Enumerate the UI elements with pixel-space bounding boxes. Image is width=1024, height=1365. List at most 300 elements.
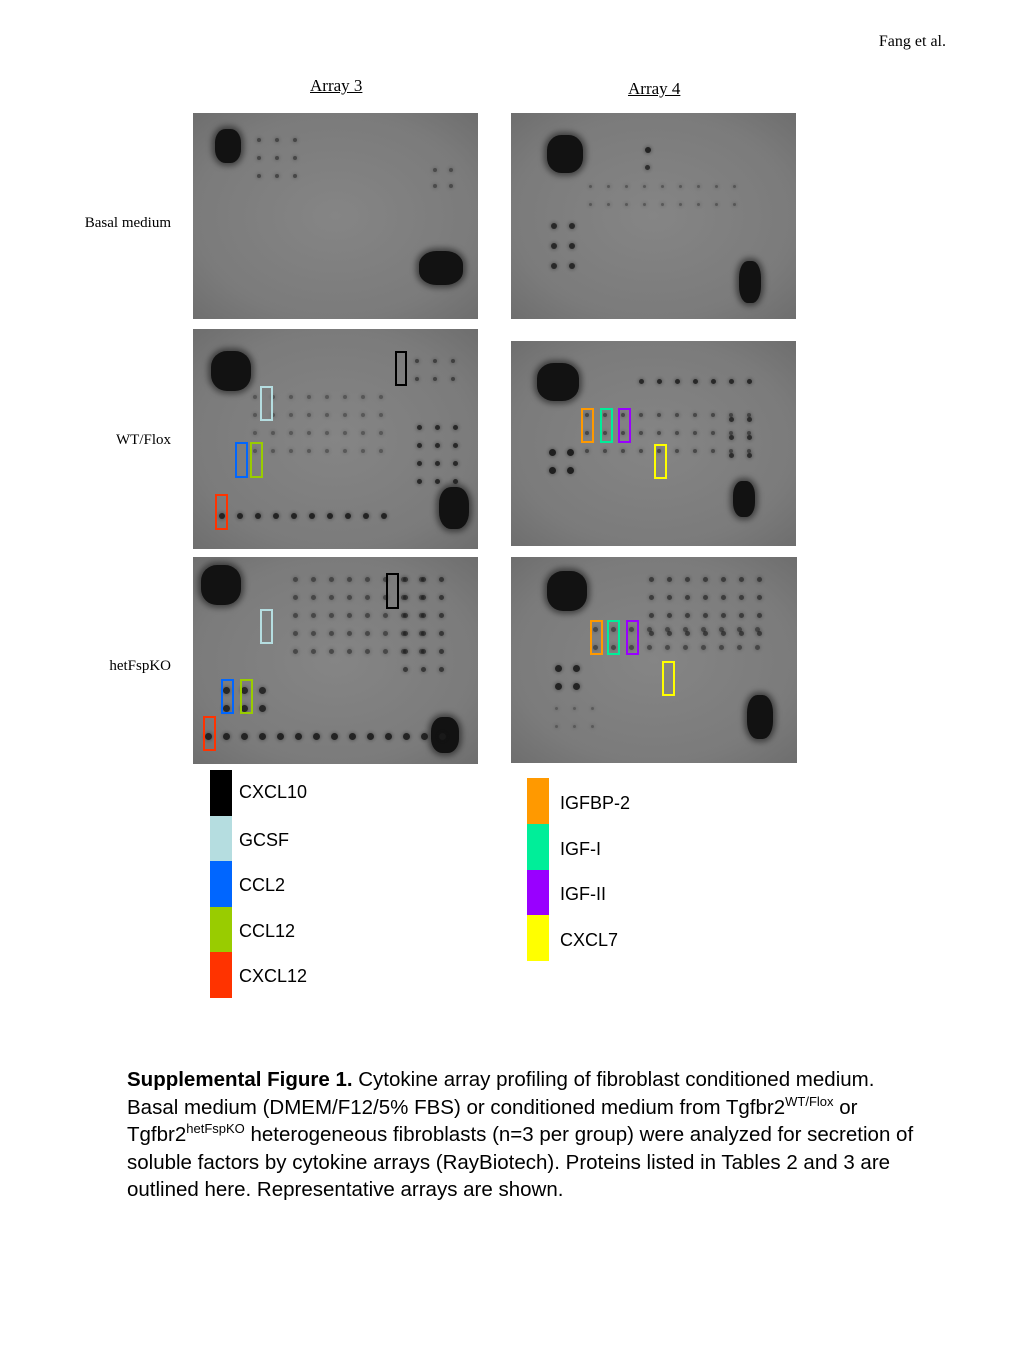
array-spot — [325, 431, 329, 435]
legend-label-ccl2: CCL2 — [239, 875, 286, 895]
array-spot — [345, 513, 351, 519]
array-spot — [693, 413, 697, 417]
caption-sup-2: hetFspKO — [186, 1121, 245, 1136]
array-spot — [639, 449, 643, 453]
array-spot — [259, 705, 266, 712]
reference-spot-blob — [547, 571, 587, 611]
gcsf-outline — [260, 609, 273, 644]
array-spot — [719, 627, 724, 632]
array-spot — [237, 513, 243, 519]
array-3-basal-blot — [193, 113, 478, 319]
array-spot — [275, 138, 279, 142]
array-spot — [329, 577, 334, 582]
array-spot — [329, 631, 334, 636]
array-spot — [273, 513, 279, 519]
array-spot — [275, 174, 279, 178]
array-spot — [729, 435, 734, 440]
array-spot — [733, 185, 736, 188]
array-spot — [693, 449, 697, 453]
array-spot — [223, 733, 230, 740]
array-spot — [327, 513, 333, 519]
array-spot — [379, 395, 383, 399]
array-spot — [607, 185, 610, 188]
array-spot — [721, 577, 726, 582]
legend-swatch-igf2 — [527, 870, 549, 916]
legend-swatch-gcsf — [210, 816, 232, 862]
array-spot — [733, 203, 736, 206]
array-spot — [649, 613, 654, 618]
array-spot — [293, 613, 298, 618]
array-spot — [385, 733, 392, 740]
array-spot — [253, 395, 257, 399]
array-spot — [589, 203, 592, 206]
array-spot — [747, 417, 752, 422]
array-spot — [719, 645, 724, 650]
figure-caption — [127, 1066, 927, 1204]
array-spot — [433, 377, 437, 381]
array-spot — [697, 203, 700, 206]
array-spot — [549, 449, 556, 456]
array-spot — [711, 431, 715, 435]
array-spot — [331, 733, 338, 740]
array-spot — [555, 683, 562, 690]
array-spot — [253, 431, 257, 435]
array-spot — [435, 461, 440, 466]
array-spot — [737, 627, 742, 632]
array-spot — [361, 449, 365, 453]
caption-text-2: or Tgfbr2 — [127, 1095, 858, 1146]
ccl2-outline — [221, 679, 234, 714]
array-spot — [417, 461, 422, 466]
array-spot — [433, 359, 437, 363]
legend-label-igf2: IGF-II — [560, 884, 606, 904]
array-spot — [667, 595, 672, 600]
array-spot — [667, 577, 672, 582]
ccl12-outline — [240, 679, 253, 714]
array-3-hetfspko-blot — [193, 557, 478, 764]
array-spot — [311, 649, 316, 654]
igfbp2-outline — [581, 408, 594, 443]
array-spot — [403, 613, 408, 618]
array-3-title: Array 3 — [310, 76, 363, 95]
array-spot — [549, 467, 556, 474]
gcsf-outline — [260, 386, 273, 421]
array-spot — [683, 627, 688, 632]
array-spot — [711, 379, 716, 384]
array-spot — [555, 665, 562, 672]
array-spot — [311, 577, 316, 582]
array-spot — [403, 649, 408, 654]
array-spot — [347, 595, 352, 600]
array-spot — [747, 453, 752, 458]
array-spot — [729, 417, 734, 422]
array-spot — [295, 733, 302, 740]
array-spot — [343, 413, 347, 417]
array-spot — [253, 413, 257, 417]
array-spot — [453, 443, 458, 448]
array-spot — [703, 577, 708, 582]
array-spot — [715, 185, 718, 188]
array-spot — [755, 627, 760, 632]
array-spot — [555, 707, 558, 710]
array-3-wtflox-blot — [193, 329, 478, 549]
array-spot — [271, 431, 275, 435]
array-spot — [365, 631, 370, 636]
ccl2-outline — [235, 442, 248, 478]
array-spot — [451, 377, 455, 381]
array-spot — [439, 733, 446, 740]
array-spot — [307, 413, 311, 417]
array-spot — [693, 431, 697, 435]
array-spot — [589, 185, 592, 188]
array-spot — [573, 683, 580, 690]
array-spot — [421, 733, 428, 740]
array-spot — [325, 395, 329, 399]
array-spot — [679, 203, 682, 206]
array-spot — [591, 707, 594, 710]
array-spot — [259, 687, 266, 694]
array-spot — [435, 479, 440, 484]
array-spot — [379, 449, 383, 453]
array-spot — [257, 156, 261, 160]
array-spot — [403, 595, 408, 600]
array-spot — [645, 165, 650, 170]
array-spot — [739, 577, 744, 582]
array-spot — [729, 453, 734, 458]
array-spot — [367, 733, 374, 740]
array-spot — [449, 184, 453, 188]
array-spot — [325, 413, 329, 417]
array-spot — [639, 413, 643, 417]
reference-spot-blob — [215, 129, 241, 163]
array-spot — [291, 513, 297, 519]
reference-spot-blob — [201, 565, 241, 605]
caption-text-1: Cytokine array profiling of fibroblast conditioned medium. Basal medium (DMEM/F12/5% FBS) or conditioned medium from Tgfbr2 — [127, 1068, 875, 1119]
array-spot — [679, 185, 682, 188]
cxcl10-outline — [395, 351, 407, 386]
array-spot — [661, 185, 664, 188]
array-spot — [657, 431, 661, 435]
array-spot — [289, 413, 293, 417]
array-spot — [415, 377, 419, 381]
array-spot — [289, 431, 293, 435]
array-spot — [289, 395, 293, 399]
array-spot — [379, 413, 383, 417]
array-spot — [453, 461, 458, 466]
array-spot — [439, 667, 444, 672]
array-spot — [403, 733, 410, 740]
array-spot — [343, 431, 347, 435]
array-spot — [755, 645, 760, 650]
array-spot — [657, 413, 661, 417]
legend-swatch-igfbp2 — [527, 778, 549, 824]
array-spot — [747, 379, 752, 384]
array-spot — [329, 595, 334, 600]
array-4-title: Array 4 — [628, 79, 681, 98]
legend-label-cxcl12: CXCL12 — [239, 966, 308, 986]
array-spot — [365, 577, 370, 582]
array-spot — [675, 449, 679, 453]
array-spot — [347, 649, 352, 654]
array-spot — [573, 707, 576, 710]
array-spot — [421, 577, 426, 582]
array-spot — [453, 479, 458, 484]
array-spot — [739, 595, 744, 600]
array-spot — [675, 379, 680, 384]
array-spot — [573, 665, 580, 672]
array-spot — [417, 425, 422, 430]
caption-text-3: heterogeneous fibroblasts (n=3 per group) were analyzed for secretion of soluble factors by cytokine arrays (RayBiotech). Proteins listed in Tables 2 and 3 are outlined here. Representative arrays are shown. — [127, 1123, 914, 1201]
array-spot — [451, 359, 455, 363]
array-spot — [607, 203, 610, 206]
array-spot — [403, 667, 408, 672]
array-spot — [417, 479, 422, 484]
reference-spot-blob — [419, 251, 463, 285]
array-spot — [693, 379, 698, 384]
array-spot — [697, 185, 700, 188]
cxcl7-outline — [654, 444, 667, 479]
array-spot — [329, 613, 334, 618]
legend-swatch-ccl2 — [210, 861, 232, 907]
legend-label-ccl12: CCL12 — [239, 921, 296, 941]
array-spot — [365, 649, 370, 654]
array-spot — [293, 174, 297, 178]
cxcl12-outline — [215, 494, 228, 530]
array-spot — [311, 613, 316, 618]
reference-spot-blob — [547, 135, 583, 173]
array-spot — [361, 395, 365, 399]
array-spot — [349, 733, 356, 740]
array-spot — [569, 263, 575, 269]
array-spot — [271, 449, 275, 453]
array-spot — [415, 359, 419, 363]
array-spot — [313, 733, 320, 740]
array-spot — [757, 577, 762, 582]
array-spot — [721, 595, 726, 600]
array-spot — [275, 156, 279, 160]
array-spot — [747, 435, 752, 440]
array-spot — [439, 577, 444, 582]
caption-title: Supplemental Figure 1. — [127, 1068, 353, 1091]
igf1-outline — [600, 408, 613, 443]
array-spot — [383, 631, 388, 636]
array-spot — [309, 513, 315, 519]
array-spot — [703, 613, 708, 618]
legend-swatch-cxcl10 — [210, 770, 232, 816]
array-spot — [361, 431, 365, 435]
array-spot — [675, 413, 679, 417]
array-spot — [307, 395, 311, 399]
legend-swatch-ccl12 — [210, 907, 232, 953]
array-spot — [645, 147, 651, 153]
legend-swatch-cxcl12 — [210, 952, 232, 998]
array-spot — [569, 243, 575, 249]
array-spot — [365, 613, 370, 618]
array-spot — [293, 631, 298, 636]
array-spot — [347, 613, 352, 618]
array-spot — [439, 631, 444, 636]
array-spot — [649, 595, 654, 600]
array-spot — [551, 263, 557, 269]
array-spot — [665, 627, 670, 632]
array-spot — [711, 413, 715, 417]
legend-label-igfbp2: IGFBP-2 — [560, 793, 631, 813]
array-spot — [379, 431, 383, 435]
array-spot — [439, 649, 444, 654]
array-spot — [643, 185, 646, 188]
igfbp2-outline — [590, 620, 603, 655]
array-spot — [685, 577, 690, 582]
array-spot — [453, 425, 458, 430]
array-spot — [685, 595, 690, 600]
array-spot — [643, 203, 646, 206]
array-spot — [403, 631, 408, 636]
array-spot — [293, 577, 298, 582]
caption-sup-1: WT/Flox — [785, 1093, 834, 1109]
array-spot — [293, 595, 298, 600]
array-spot — [365, 595, 370, 600]
array-spot — [667, 613, 672, 618]
reference-spot-blob — [211, 351, 251, 391]
array-spot — [381, 513, 387, 519]
array-spot — [639, 431, 643, 435]
reference-spot-blob — [537, 363, 579, 401]
array-spot — [383, 613, 388, 618]
array-spot — [569, 223, 575, 229]
cxcl7-outline — [662, 661, 675, 696]
array-spot — [567, 467, 574, 474]
array-spot — [383, 649, 388, 654]
ccl12-outline — [250, 442, 263, 478]
array-spot — [647, 627, 652, 632]
array-spot — [293, 649, 298, 654]
reference-spot-blob — [733, 481, 755, 517]
igf2-outline — [618, 408, 631, 443]
array-spot — [347, 631, 352, 636]
array-spot — [757, 613, 762, 618]
array-spot — [675, 431, 679, 435]
array-spot — [329, 649, 334, 654]
array-spot — [757, 595, 762, 600]
array-spot — [555, 725, 558, 728]
reference-spot-blob — [439, 487, 469, 529]
array-spot — [325, 449, 329, 453]
array-spot — [625, 203, 628, 206]
array-spot — [567, 449, 574, 456]
igf2-outline — [626, 620, 639, 655]
legend-label-cxcl10: CXCL10 — [239, 782, 308, 802]
reference-spot-blob — [739, 261, 761, 303]
array-spot — [255, 513, 261, 519]
array-spot — [433, 168, 437, 172]
array-spot — [259, 733, 266, 740]
array-spot — [343, 395, 347, 399]
legend-label-igf1: IGF-I — [560, 839, 601, 859]
array-spot — [403, 577, 408, 582]
array-spot — [685, 613, 690, 618]
array-spot — [639, 379, 644, 384]
array-spot — [683, 645, 688, 650]
array-spot — [293, 156, 297, 160]
array-spot — [711, 449, 715, 453]
array-spot — [701, 627, 706, 632]
legend-swatch-cxcl7 — [527, 915, 549, 961]
array-spot — [277, 733, 284, 740]
row-label-basal: Basal medium — [84, 215, 171, 231]
array-spot — [449, 168, 453, 172]
array-spot — [585, 449, 589, 453]
cxcl10-outline — [386, 573, 399, 609]
array-spot — [293, 138, 297, 142]
array-spot — [625, 185, 628, 188]
array-spot — [343, 449, 347, 453]
array-spot — [307, 449, 311, 453]
array-spot — [647, 645, 652, 650]
array-spot — [307, 431, 311, 435]
array-spot — [551, 243, 557, 249]
array-spot — [739, 613, 744, 618]
array-spot — [433, 184, 437, 188]
legend-label-cxcl7: CXCL7 — [560, 930, 619, 950]
array-spot — [241, 733, 248, 740]
array-spot — [257, 138, 261, 142]
array-spot — [421, 649, 426, 654]
array-4-hetfspko-blot — [511, 557, 797, 763]
array-spot — [661, 203, 664, 206]
array-spot — [347, 577, 352, 582]
array-spot — [701, 645, 706, 650]
array-spot — [421, 667, 426, 672]
legend-label-gcsf: GCSF — [239, 830, 290, 850]
array-spot — [435, 425, 440, 430]
array-spot — [435, 443, 440, 448]
array-spot — [621, 449, 625, 453]
array-4-basal-blot — [511, 113, 796, 319]
array-spot — [649, 577, 654, 582]
array-spot — [257, 174, 261, 178]
array-spot — [729, 379, 734, 384]
array-spot — [737, 645, 742, 650]
array-spot — [551, 223, 557, 229]
row-label-hetfspko: hetFspKO — [109, 658, 171, 674]
array-spot — [289, 449, 293, 453]
array-spot — [715, 203, 718, 206]
array-spot — [591, 725, 594, 728]
array-spot — [665, 645, 670, 650]
row-label-wtflox: WT/Flox — [116, 432, 171, 448]
array-spot — [439, 595, 444, 600]
array-spot — [363, 513, 369, 519]
array-spot — [721, 613, 726, 618]
author-header: Fang et al. — [878, 33, 946, 50]
reference-spot-blob — [747, 695, 773, 739]
legend-swatch-igf1 — [527, 824, 549, 870]
array-spot — [417, 443, 422, 448]
array-spot — [311, 595, 316, 600]
array-spot — [573, 725, 576, 728]
array-spot — [421, 613, 426, 618]
array-spot — [361, 413, 365, 417]
array-spot — [439, 613, 444, 618]
array-spot — [703, 595, 708, 600]
cxcl12-outline — [203, 716, 216, 751]
array-spot — [603, 449, 607, 453]
array-spot — [421, 631, 426, 636]
igf1-outline — [607, 620, 620, 655]
array-spot — [421, 595, 426, 600]
array-spot — [657, 379, 662, 384]
array-spot — [311, 631, 316, 636]
